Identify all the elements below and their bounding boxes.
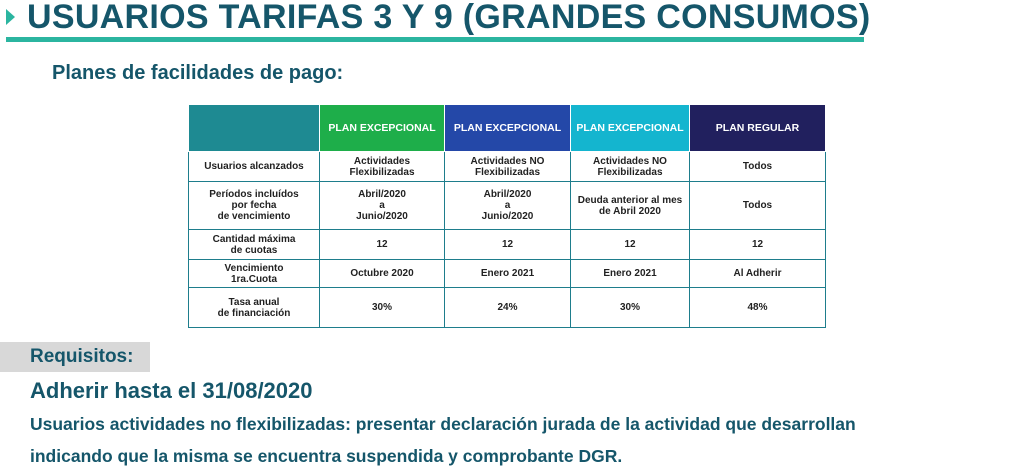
table-cell [445, 288, 571, 328]
table-cell [690, 230, 826, 260]
requirements-text-line: Usuarios actividades no flexibilizadas: presentar declaración jurada de la actividad que desarrollan [30, 414, 856, 434]
table-cell-line: Actividades [353, 155, 411, 167]
table-cell [445, 152, 571, 182]
requirements-text-line: indicando que la misma se encuentra suspendida y comprobante DGR. [30, 446, 623, 466]
row-label-line: Cantidad máxima [212, 233, 296, 245]
table-cell-line: 30% [371, 302, 392, 313]
row-label-cell [189, 230, 320, 260]
row-label-cell [189, 182, 320, 230]
table-cell-line: 30% [619, 302, 640, 313]
table-cell-line: Al Adherir [733, 268, 782, 279]
table-cell [445, 260, 571, 288]
table-cell-line: 12 [624, 239, 636, 250]
row-label-line: de financiación [217, 307, 291, 319]
table-cell-line: Deuda anterior al mes [577, 194, 683, 206]
deadline-text: Adherir hasta el 31/08/2020 [30, 378, 313, 403]
table-cell [571, 182, 690, 230]
table-cell [571, 230, 690, 260]
table-cell [571, 288, 690, 328]
table-cell [320, 260, 445, 288]
table-header-cell: PLAN REGULAR [690, 105, 826, 152]
title-arrow-icon [6, 9, 15, 25]
table-row [189, 260, 826, 288]
table-cell [320, 230, 445, 260]
table-cell [320, 182, 445, 230]
table-cell [320, 288, 445, 328]
table-header-cell: PLAN EXCEPCIONAL [445, 105, 571, 152]
table-cell-line: a [504, 200, 511, 211]
payment-plans-table [188, 104, 826, 328]
table-cell-line: Flexibilizadas [597, 166, 663, 178]
table-cell-line: 48% [747, 302, 768, 313]
table-cell-line: Flexibilizadas [474, 166, 541, 178]
title-underline [6, 37, 864, 42]
table-cell [690, 260, 826, 288]
table-cell-line: Octubre 2020 [350, 268, 414, 279]
row-label-line: Períodos incluídos [209, 189, 299, 200]
table-cell-line: a [379, 200, 385, 211]
table-cell-line: Junio/2020 [481, 211, 534, 222]
table-row [189, 182, 826, 230]
table-cell-line: Flexibilizadas [349, 166, 415, 178]
row-label-line: 1ra.Cuota [230, 273, 278, 285]
requirements-label: Requisitos: [30, 346, 134, 367]
table-cell-line: Todos [742, 161, 773, 172]
table-cell [690, 288, 826, 328]
table-row [189, 288, 826, 328]
table-cell-line: 24% [497, 302, 518, 313]
row-label-line: por fecha [231, 200, 277, 211]
section-subtitle: Planes de facilidades de pago: [52, 62, 344, 84]
row-label-cell [189, 288, 320, 328]
table-cell-line: de Abril 2020 [599, 205, 661, 217]
table-cell [571, 260, 690, 288]
table-cell [690, 182, 826, 230]
row-label-line: de cuotas [230, 244, 278, 256]
row-label-line: Vencimiento [224, 262, 284, 274]
table-cell [445, 230, 571, 260]
table-cell-line: Junio/2020 [356, 211, 408, 222]
row-label-line: Usuarios alcanzados [204, 161, 304, 172]
table-header-row [189, 105, 826, 152]
table-cell [445, 182, 571, 230]
table-cell-line: Abril/2020 [358, 189, 406, 200]
table-cell-line: Actividades NO [593, 155, 667, 167]
table-header-cell [189, 105, 320, 152]
row-label-cell [189, 260, 320, 288]
table-cell-line: 12 [751, 239, 764, 250]
table-cell [320, 152, 445, 182]
page-title: USUARIOS TARIFAS 3 Y 9 (GRANDES CONSUMOS) [27, 0, 871, 36]
table-header-cell: PLAN EXCEPCIONAL [320, 105, 445, 152]
table-cell-line: Abril/2020 [483, 189, 532, 200]
title-bar [0, 0, 1024, 42]
table-cell [571, 152, 690, 182]
table-cell-line: 12 [376, 239, 388, 250]
row-label-cell [189, 152, 320, 182]
table-cell-line: Enero 2021 [480, 268, 535, 279]
table-header-cell: PLAN EXCEPCIONAL [571, 105, 690, 152]
table-cell-line: Enero 2021 [603, 268, 657, 279]
row-label-line: de vencimiento [217, 211, 291, 222]
table-cell-line: Actividades NO [470, 155, 545, 167]
table-cell [690, 152, 826, 182]
table-cell-line: Todos [742, 200, 773, 211]
table-row [189, 152, 826, 182]
row-label-line: Tasa anual [228, 296, 280, 308]
table-cell-line: 12 [501, 239, 514, 250]
table-row [189, 230, 826, 260]
